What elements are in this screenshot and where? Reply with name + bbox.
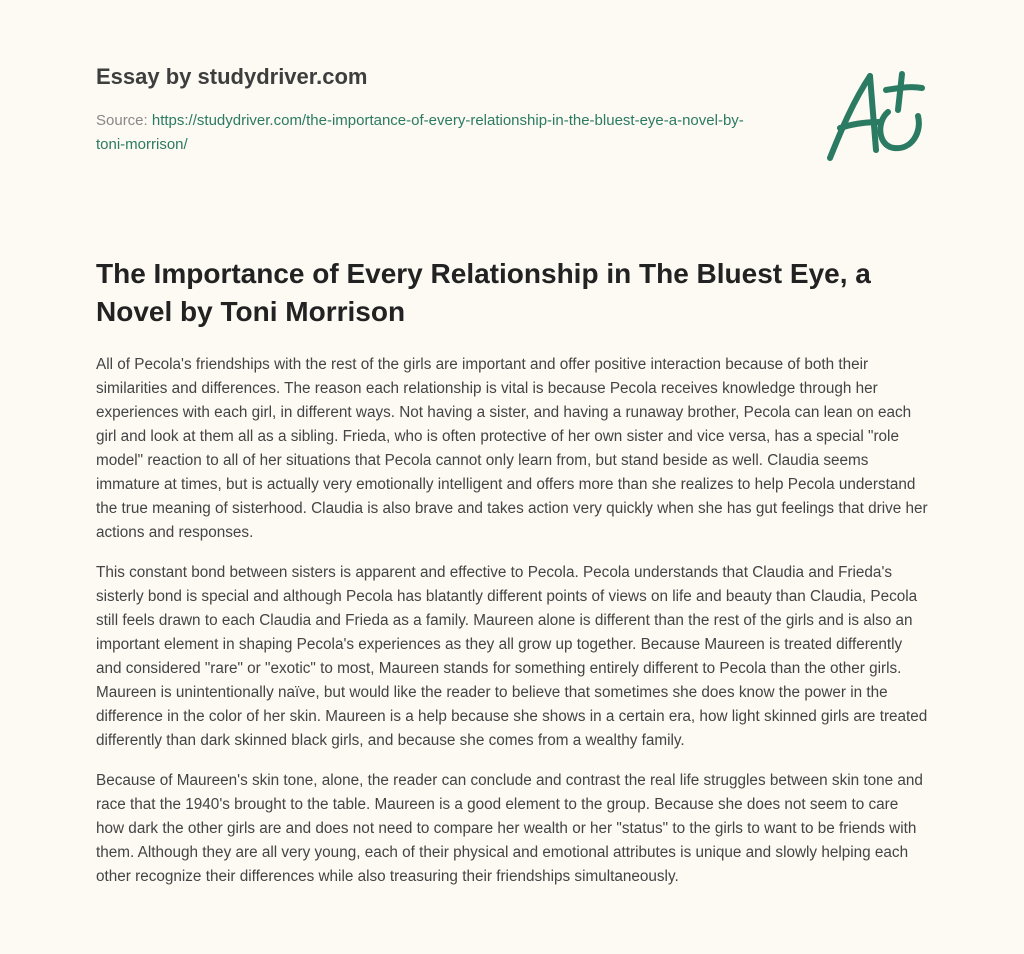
source-link[interactable]: https://studydriver.com/the-importance-of-every-relationship-in-the-bluest-eye-a-novel-by-toni-morrison/ — [96, 112, 744, 153]
paragraph: Because of Maureen's skin tone, alone, the reader can conclude and contrast the real life struggles between skin tone and race that the 1940's brought to the table. Maureen is a good element to the group. Because she does not seem to care how dark the other girls are and does not need to compare her wealth or her "status" to the girls to want to be friends with them. Although they are all very young, each of their physical and emotional attributes is unique and slowly helping each other recognize their differences while also treasuring their friendships simultaneously. — [96, 772, 923, 885]
paragraph: This constant bond between sisters is apparent and effective to Pecola. Pecola understands that Claudia and Frieda's sisterly bond is special and although Pecola has blatantly different points of views on life and beauty than Claudia, Pecola still feels drawn to each Claudia and Frieda as a family. Maureen alone is different than the rest of the girls and is also an important element in shaping Pecola's experiences as they all grow up together. Because Maureen is treated differently and considered "rare" or "exotic" to most, Maureen stands for something entirely different to Pecola than the other girls. Maureen is unintentionally naïve, but would like the reader to believe that sometimes she does know the power in the difference in the color of her skin. Maureen is a help because she shows in a certain era, how light skinned girls are treated differently than dark skinned black girls, and because she comes from a wealthy family. — [96, 564, 928, 749]
essay-title: The Importance of Every Relationship in The Bluest Eye, a Novel by Toni Morrison — [96, 258, 871, 327]
site-brand: Essay by studydriver.com — [96, 64, 368, 89]
source-label: Source: — [96, 112, 152, 129]
paragraph: All of Pecola's friendships with the rest of the girls are important and offer positive interaction because of both their similarities and differences. The reason each relationship is vital is because Pecola receives knowledge through her experiences with each girl, in different ways. Not having a sister, and having a runaway brother, Pecola can lean on each girl and look at them all as a sibling. Frieda, who is often protective of her own sister and vice versa, has a special "role model" reaction to all of her situations that Pecola cannot only learn from, but stand beside as well. Claudia seems immature at times, but is actually very emotionally intelligent and offers more than she realizes to help Pecola understand the true meaning of sisterhood. Claudia is also brave and takes action very quickly when she has gut feelings that drive her actions and responses. — [96, 356, 928, 541]
source-line — [96, 109, 756, 157]
essay-body — [96, 353, 928, 905]
a-plus-logo — [818, 66, 930, 168]
